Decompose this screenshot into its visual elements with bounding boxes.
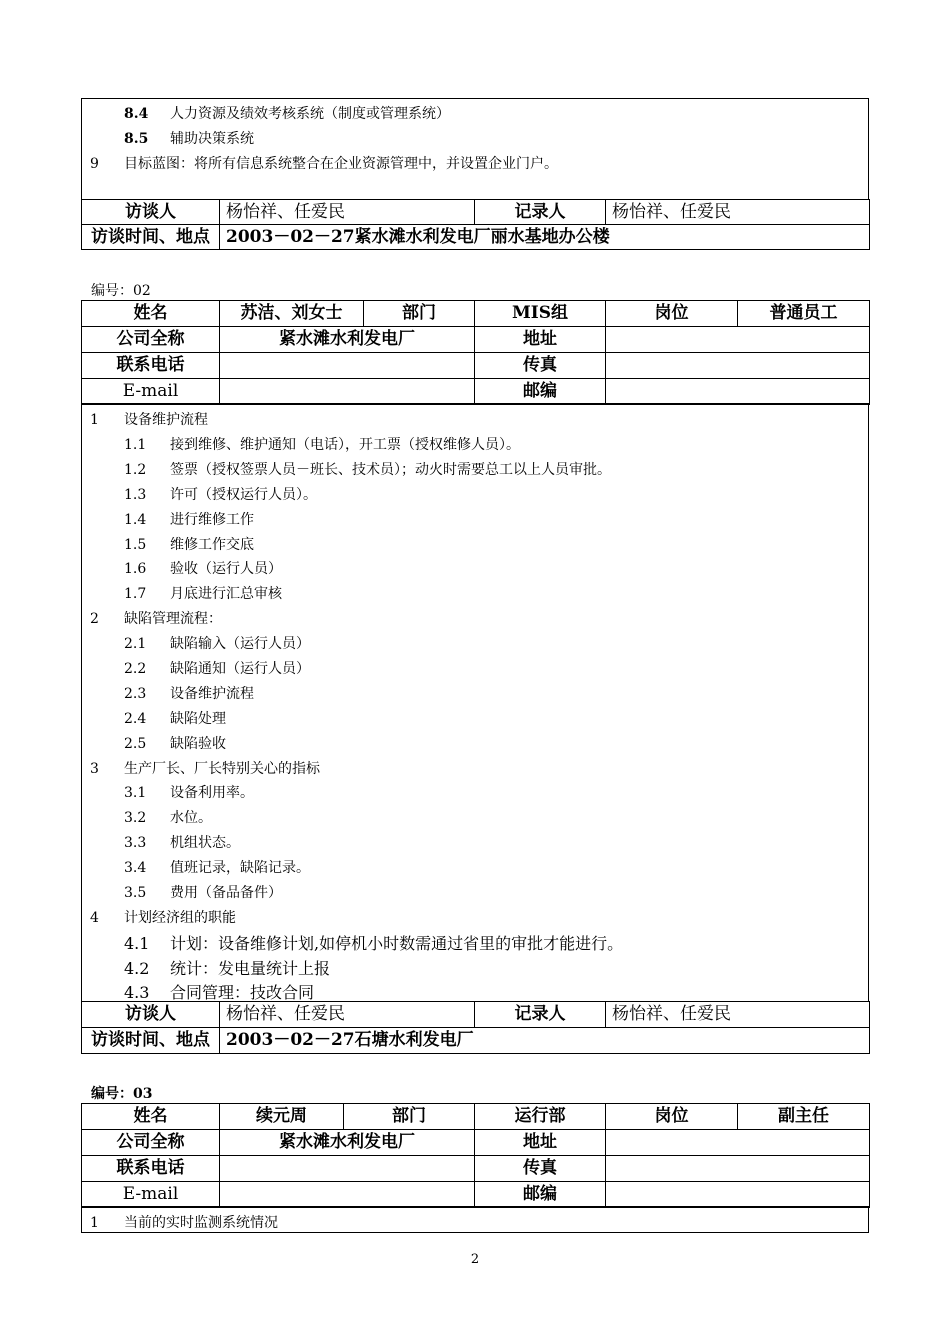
company-label: 公司全称: [82, 327, 220, 353]
list-item: 9 目标蓝图：将所有信息系统整合在企业资源管理中，并设置企业门户。: [90, 156, 558, 172]
zip-label: 邮编: [475, 1182, 606, 1208]
recorder-label: 记录人: [475, 200, 606, 225]
recorder-value: 杨怡祥、任爱民: [606, 1002, 870, 1028]
email-label: E-mail: [82, 1182, 220, 1208]
address-label: 地址: [475, 327, 606, 353]
list-item: 1.1 接到维修、维护通知（电话），开工票（授权维修人员）。: [124, 437, 520, 453]
fax-value: [606, 1156, 870, 1182]
email-label: E-mail: [82, 379, 220, 405]
list-item: 1.4 进行维修工作: [124, 512, 254, 528]
post-label: 岗位: [606, 301, 738, 327]
list-item: 4.2 统计：发电量统计上报: [124, 959, 331, 978]
recorder-label: 记录人: [475, 1002, 606, 1028]
list-item: 4.3 合同管理：技改合同: [124, 983, 315, 1002]
company-label: 公司全称: [82, 1130, 220, 1156]
section2-footer-table: [81, 1001, 870, 1054]
list-item: 2.3 设备维护流程: [124, 686, 254, 702]
company-value: 紧水滩水利发电厂: [220, 1130, 475, 1156]
list-item: 1.5 维修工作交底: [124, 537, 254, 553]
email-value: [220, 379, 475, 405]
list-item: 3.1 设备利用率。: [124, 785, 254, 801]
list-item: 2.1 缺陷输入（运行人员）: [124, 636, 310, 652]
name-label: 姓名: [82, 1104, 220, 1130]
list-item: 1 设备维护流程: [90, 412, 208, 428]
fax-label: 传真: [475, 353, 606, 379]
list-item: 3 生产厂长、厂长特别关心的指标: [90, 761, 320, 777]
list-item: 1.3 许可（授权运行人员）。: [124, 487, 317, 503]
post-label: 岗位: [606, 1104, 738, 1130]
phone-label: 联系电话: [82, 353, 220, 379]
name-value: 苏洁、刘女士: [220, 301, 364, 327]
list-item: 2.2 缺陷通知（运行人员）: [124, 661, 310, 677]
interviewer-value: 杨怡祥、任爱民: [220, 1002, 475, 1028]
list-item: 1 当前的实时监测系统情况: [90, 1215, 278, 1231]
section3-number-label: 编号：03: [91, 1086, 153, 1102]
section1-footer-table: [81, 199, 870, 250]
list-item: 2.5 缺陷验收: [124, 736, 226, 752]
section2-header-table: [81, 300, 870, 405]
dept-value: MIS组: [475, 301, 606, 327]
dept-label: 部门: [364, 301, 475, 327]
name-value: 续元周: [220, 1104, 344, 1130]
interviewer-label: 访谈人: [82, 1002, 220, 1028]
list-item: 3.2 水位。: [124, 810, 212, 826]
address-value: [606, 1130, 870, 1156]
list-item: 1.6 验收（运行人员）: [124, 561, 282, 577]
list-item: 8.5 辅助决策系统: [124, 131, 254, 147]
list-item: 3.3 机组状态。: [124, 835, 240, 851]
address-value: [606, 327, 870, 353]
list-item: 2.4 缺陷处理: [124, 711, 226, 727]
phone-label: 联系电话: [82, 1156, 220, 1182]
name-label: 姓名: [82, 301, 220, 327]
post-value: 普通员工: [738, 301, 870, 327]
phone-value: [220, 353, 475, 379]
fax-label: 传真: [475, 1156, 606, 1182]
address-label: 地址: [475, 1130, 606, 1156]
list-item: 1.2 签票（授权签票人员－班长、技术员）；动火时需要总工以上人员审批。: [124, 462, 611, 478]
page-number: 2: [470, 1252, 480, 1267]
section2-number-label: 编号：02: [91, 283, 151, 299]
section3-header-table: [81, 1103, 870, 1208]
time-place-label: 访谈时间、地点: [82, 1028, 220, 1054]
time-place-label: 访谈时间、地点: [82, 225, 220, 250]
interviewer-label: 访谈人: [82, 200, 220, 225]
company-value: 紧水滩水利发电厂: [220, 327, 475, 353]
time-place-value: 2003－02－27紧水滩水利发电厂丽水基地办公楼: [220, 225, 870, 250]
zip-label: 邮编: [475, 379, 606, 405]
recorder-value: 杨怡祥、任爱民: [606, 200, 870, 225]
dept-value: 运行部: [475, 1104, 606, 1130]
phone-value: [220, 1156, 475, 1182]
time-place-value: 2003－02－27石塘水利发电厂: [220, 1028, 870, 1054]
interviewer-value: 杨怡祥、任爱民: [220, 200, 475, 225]
list-item: 3.5 费用（备品备件）: [124, 885, 282, 901]
list-item: 1.7 月底进行汇总审核: [124, 586, 282, 602]
list-item: 2 缺陷管理流程：: [90, 611, 222, 627]
zip-value: [606, 379, 870, 405]
list-item: 3.4 值班记录，缺陷记录。: [124, 860, 310, 876]
list-item: 4.1 计划：设备维修计划,如停机小时数需通过省里的审批才能进行。: [124, 934, 624, 953]
post-value: 副主任: [738, 1104, 870, 1130]
list-item: 8.4 人力资源及绩效考核系统（制度或管理系统）: [124, 106, 450, 122]
zip-value: [606, 1182, 870, 1208]
list-item: 4 计划经济组的职能: [90, 910, 236, 926]
fax-value: [606, 353, 870, 379]
dept-label: 部门: [344, 1104, 475, 1130]
email-value: [220, 1182, 475, 1208]
